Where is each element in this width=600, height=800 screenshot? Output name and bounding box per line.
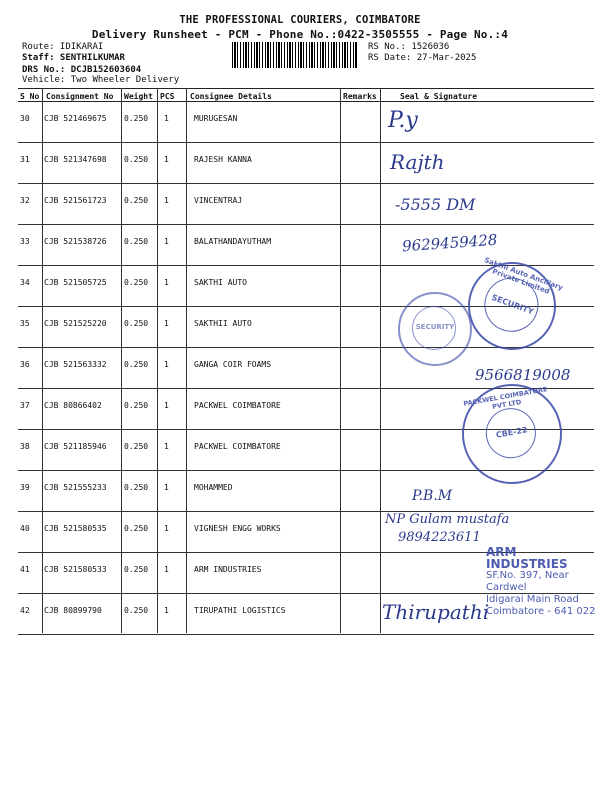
row-pcs: 1 [164, 442, 169, 451]
row-consignee: MURUGESAN [194, 114, 238, 123]
col-header-remarks: Remarks [343, 92, 377, 101]
vehicle: Vehicle: Two Wheeler Delivery [22, 75, 180, 85]
seal-center-text: SECURITY [415, 323, 455, 331]
col-header-pcs: PCS [160, 92, 175, 101]
row-consignment-no: CJB 521185946 [44, 442, 107, 451]
row-consignment-no: CJB 521505725 [44, 278, 107, 287]
row-sno: 31 [20, 155, 30, 164]
row-sno: 35 [20, 319, 30, 328]
col-header-consignee: Consignee Details [190, 92, 272, 101]
signature-row42: Thirupathi [382, 600, 490, 624]
rs-number: RS No.: 1526036 [368, 42, 450, 52]
stamp-address-line: Idigarai Main Road [486, 594, 579, 605]
row-sno: 39 [20, 483, 30, 492]
row-consignee: PACKWEL COIMBATORE [194, 442, 281, 451]
stamp-address-line: Coimbatore - 641 022 [486, 606, 596, 617]
row-weight: 0.250 [124, 319, 149, 328]
row-weight: 0.250 [124, 524, 149, 533]
table-row [18, 224, 594, 266]
row-consignment-no: CJB 521580533 [44, 565, 107, 574]
signature-row40-name: NP Gulam mustafa [385, 512, 510, 527]
col-header-sno: S No [20, 92, 40, 101]
row-weight: 0.250 [124, 278, 149, 287]
seal-ring-text: Sakthi Auto Ancillary Private Limited [483, 256, 565, 296]
row-consignee: PACKWEL COIMBATORE [194, 401, 281, 410]
row-weight: 0.250 [124, 442, 149, 451]
row-sno: 37 [20, 401, 30, 410]
row-weight: 0.250 [124, 155, 149, 164]
row-consignment-no: CJB 80899790 [44, 606, 102, 615]
row-sno: 38 [20, 442, 30, 451]
row-consignee: RAJESH KANNA [194, 155, 252, 164]
signature-row30: P.y [388, 108, 418, 133]
signature-row33: 9629459428 [401, 230, 498, 256]
barcode [232, 42, 358, 68]
row-weight: 0.250 [124, 483, 149, 492]
row-consignment-no: CJB 521580535 [44, 524, 107, 533]
row-consignment-no: CJB 521538726 [44, 237, 107, 246]
row-pcs: 1 [164, 196, 169, 205]
row-consignment-no: CJB 521563332 [44, 360, 107, 369]
address-stamp [486, 546, 600, 618]
row-sno: 41 [20, 565, 30, 574]
signature-row40-phone: 9894223611 [398, 530, 481, 545]
row-sno: 40 [20, 524, 30, 533]
row-weight: 0.250 [124, 401, 149, 410]
row-sno: 36 [20, 360, 30, 369]
row-consignment-no: CJB 521561723 [44, 196, 107, 205]
signature-row32: -5555 DM [395, 195, 476, 214]
rs-date: RS Date: 27-Mar-2025 [368, 53, 477, 63]
row-consignee: BALATHANDAYUTHAM [194, 237, 272, 246]
col-header-seal: Seal & Signature [400, 92, 478, 101]
row-sno: 34 [20, 278, 30, 287]
row-pcs: 1 [164, 524, 169, 533]
row-consignee: VINCENTRAJ [194, 196, 243, 205]
runsheet-subtitle: Delivery Runsheet - PCM - Phone No.:0422-3505555 - Page No.:4 [91, 28, 509, 41]
row-weight: 0.250 [124, 114, 149, 123]
row-pcs: 1 [164, 155, 169, 164]
table-row [18, 183, 594, 225]
route: Route: IDIKARAI [22, 42, 104, 52]
staff: Staff: SENTHILKUMAR [22, 53, 125, 63]
signature-row31: Rajth [390, 150, 445, 174]
table-row [18, 142, 594, 184]
table-row [18, 101, 594, 143]
stamp-address-line: SF.No. 397, Near Cardwel [486, 570, 569, 593]
row-consignee: VIGNESH ENGG WORKS [194, 524, 281, 533]
row-sno: 42 [20, 606, 30, 615]
table-top-rule [18, 88, 594, 89]
row-pcs: 1 [164, 237, 169, 246]
row-consignment-no: CJB 521469675 [44, 114, 107, 123]
row-weight: 0.250 [124, 237, 149, 246]
row-pcs: 1 [164, 278, 169, 287]
drs-number: DRS No.: DCJB152603604 [22, 65, 142, 75]
row-consignee: MOHAMMED [194, 483, 233, 492]
row-pcs: 1 [164, 401, 169, 410]
row-pcs: 1 [164, 565, 169, 574]
stamp-company-name: ARM INDUSTRIES [486, 545, 568, 571]
col-header-consignment: Consignment No [46, 92, 114, 101]
seal-center-text: SECURITY [490, 292, 535, 317]
row-consignee: TIRUPATHI LOGISTICS [194, 606, 286, 615]
row-pcs: 1 [164, 319, 169, 328]
row-consignee: SAKTHII AUTO [194, 319, 252, 328]
row-consignment-no: CJB 521555233 [44, 483, 107, 492]
row-consignee: SAKTHI AUTO [194, 278, 247, 287]
row-weight: 0.250 [124, 565, 149, 574]
seal-center-text: CBE-22 [495, 425, 529, 440]
row-weight: 0.250 [124, 606, 149, 615]
seal-ring-text: PACKWEL COIMBATORE PVT LTD [462, 385, 548, 411]
row-sno: 30 [20, 114, 30, 123]
row-pcs: 1 [164, 606, 169, 615]
col-header-weight: Weight [124, 92, 153, 101]
row-consignee: GANGA COIR FOAMS [194, 360, 272, 369]
row-pcs: 1 [164, 114, 169, 123]
row-consignment-no: CJB 80866402 [44, 401, 102, 410]
row-consignment-no: CJB 521347698 [44, 155, 107, 164]
row-consignee: ARM INDUSTRIES [194, 565, 262, 574]
row-sno: 32 [20, 196, 30, 205]
signature-row39: P.B.M [412, 488, 453, 504]
signature-row36: 9566819008 [475, 366, 571, 384]
row-pcs: 1 [164, 360, 169, 369]
company-title: THE PROFESSIONAL COURIERS, COIMBATORE [179, 14, 421, 26]
row-weight: 0.250 [124, 360, 149, 369]
row-consignment-no: CJB 521525220 [44, 319, 107, 328]
seal-stamp-faint [398, 292, 472, 366]
row-weight: 0.250 [124, 196, 149, 205]
row-pcs: 1 [164, 483, 169, 492]
row-sno: 33 [20, 237, 30, 246]
